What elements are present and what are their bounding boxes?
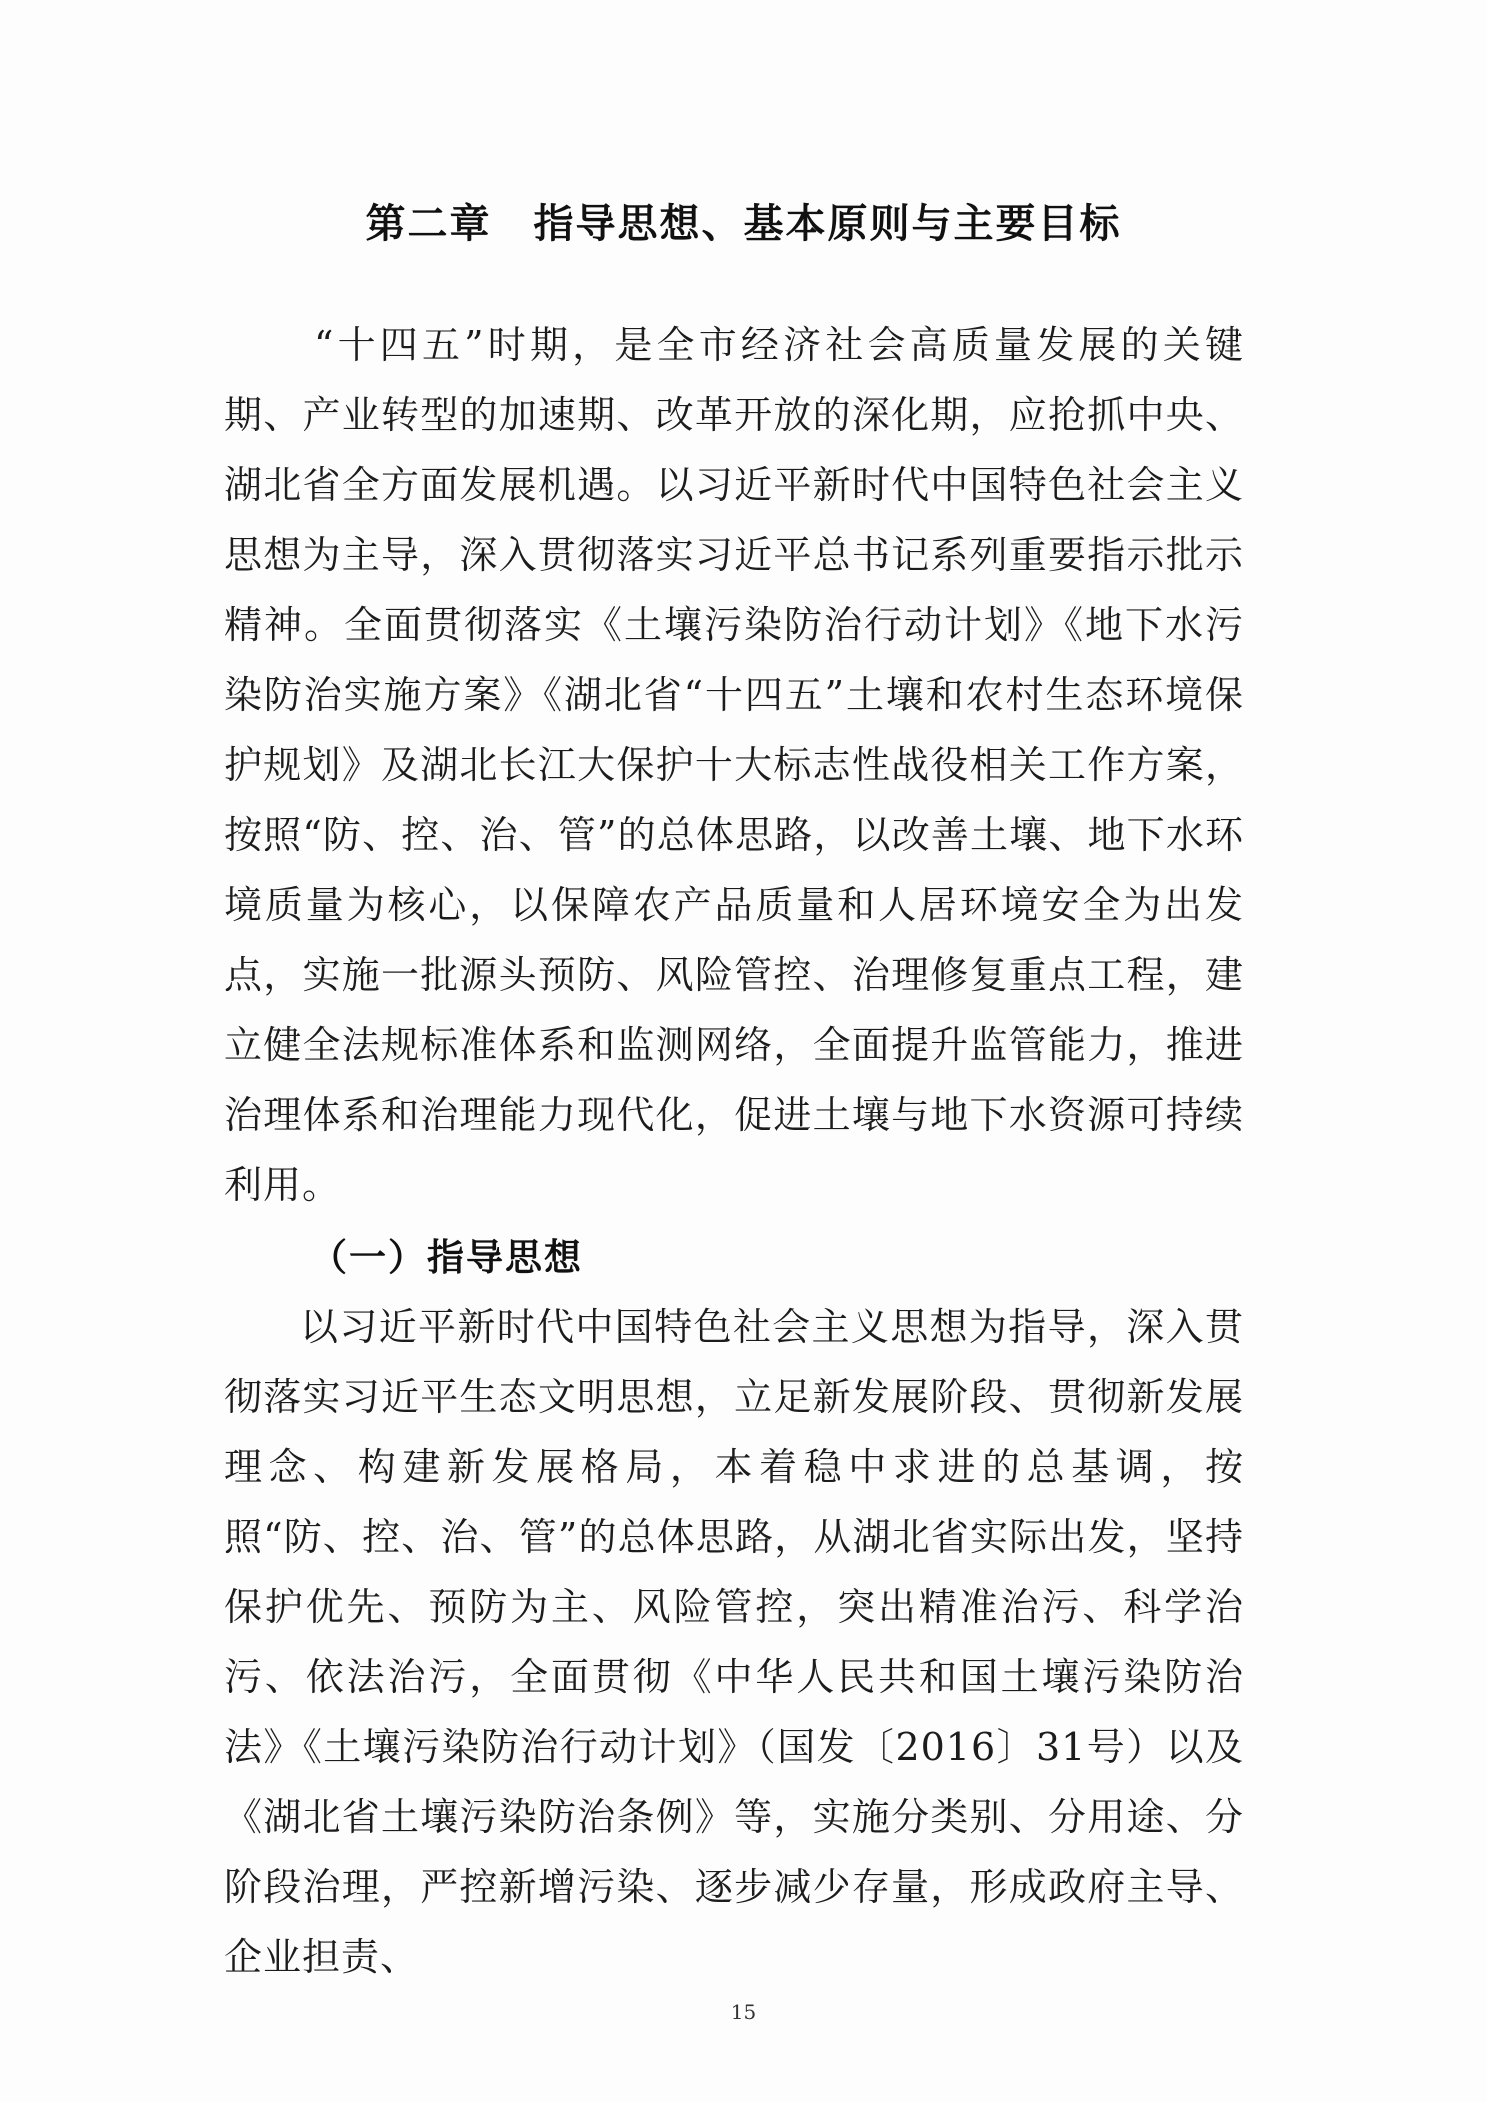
body-paragraph-1: “十四五”时期，是全市经济社会高质量发展的关键期、产业转型的加速期、改革开放的深化期，应抢抓中央、湖北省全方面发展机遇。以习近平新时代中国特色社会主义思想为主导，深入贯彻落实习近平总书记系列重要指示批示精神。全面贯彻落实《土壤污染防治行动计划》《地下水污染防治实施方案》《湖北省“十四五”土壤和农村生态环境保护规划》及湖北长江大保护十大标志性战役相关工作方案，按照“防、控、治、管”的总体思路，以改善土壤、地下水环境质量为核心，以保障农产品质量和人居环境安全为出发点，实施一批源头预防、风险管控、治理修复重点工程，建立健全法规标准体系和监测网络，全面提升监管能力，推进治理体系和治理能力现代化，促进土壤与地下水资源可持续利用。 (224, 323, 1244, 1207)
chapter-title: 第二章 指导思想、基本原则与主要目标 (365, 201, 1122, 247)
section-heading: （一）指导思想 (310, 1236, 583, 1279)
body-paragraph-2: 以习近平新时代中国特色社会主义思想为指导，深入贯彻落实习近平生态文明思想，立足新发展阶段、贯彻新发展理念、构建新发展格局，本着稳中求进的总基调，按照“防、控、治、管”的总体思路，从湖北省实际出发，坚持保护优先、预防为主、风险管控，突出精准治污、科学治污、依法治污，全面贯彻《中华人民共和国土壤污染防治法》《土壤污染防治行动计划》（国发〔2016〕31号）以及《湖北省土壤污染防治条例》等，实施分类别、分用途、分阶段治理，严控新增污染、逐步减少存量，形成政府主导、企业担责、 (224, 1305, 1244, 1979)
page-number: 15 (730, 2000, 757, 2024)
